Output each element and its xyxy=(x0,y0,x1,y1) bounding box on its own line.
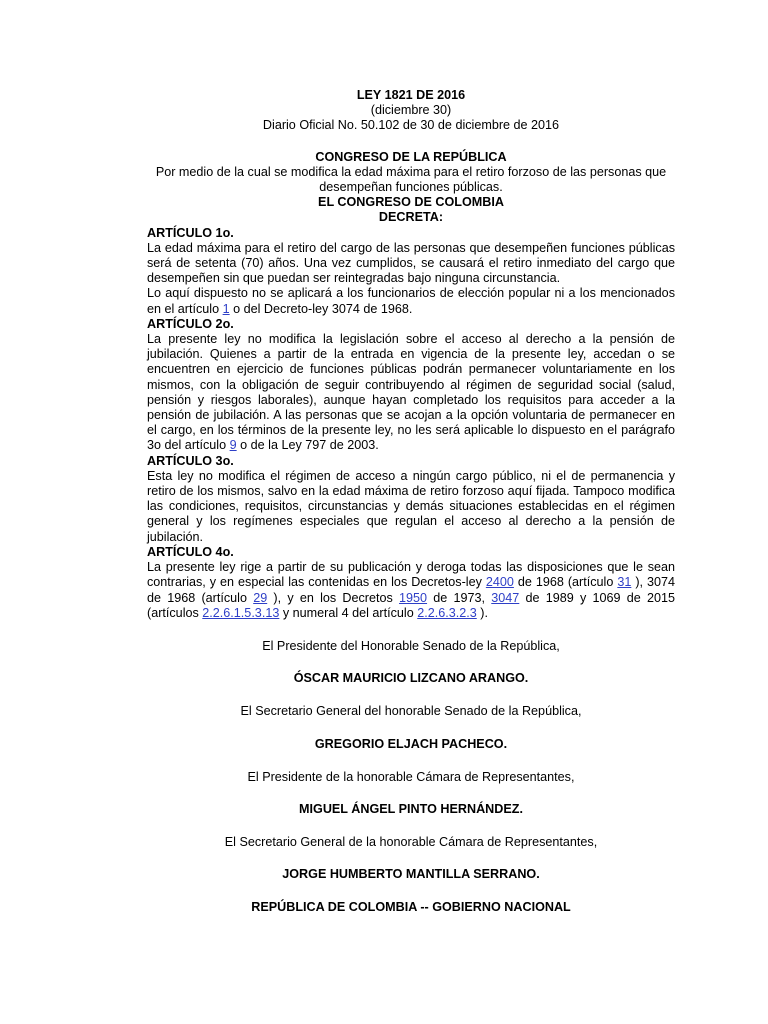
link-articulo-31[interactable]: 31 xyxy=(617,575,632,590)
article-2-text-a: La presente ley no modifica la legislación sobre el acceso al derecho a la pensión de jubilación. Quienes a partir de la entrada en vigencia de la presente ley, accedan o se encuentren en ejercicio de funciones públicas podrán permanecer voluntariamente en los mismos, con la obligación de seguir contribuyendo al régimen de seguridad social (salud, pensión y riesgos laborales), aunque hayan completado los requisitos para acceder a la pensión de jubilación. A las personas que se acojan a la opción voluntaria de permanecer en el cargo, en los términos de la presente ley, no les será aplicable lo dispuesto en el parágrafo 3o del artículo xyxy=(147,332,675,453)
article-4-text: ), y en los Decretos xyxy=(267,590,400,605)
link-articulo-9[interactable]: 9 xyxy=(229,438,237,453)
article-2-paragraph xyxy=(147,332,675,454)
link-decreto-1950[interactable]: 1950 xyxy=(399,590,428,605)
signatory-role: El Presidente del Honorable Senado de la República, xyxy=(262,638,560,653)
document-page xyxy=(147,88,675,915)
article-4-text: y numeral 4 del artículo xyxy=(279,605,418,620)
article-2-label: ARTÍCULO 2o. xyxy=(147,316,234,331)
article-4-text: La presente ley rige a partir de su publicación y deroga todas las disposiciones que le sean contrarias, y en especial las contenidas en los Decretos-ley xyxy=(147,560,675,590)
link-articulo-1[interactable]: 1 xyxy=(222,301,230,316)
signatory-name: ÓSCAR MAURICIO LIZCANO ARANGO. xyxy=(293,671,529,686)
article-1-text-a: Lo aquí dispuesto no se aplicará a los funcionarios de elección popular ni a los mencionados en el artículo xyxy=(147,286,675,316)
link-decreto-2400[interactable]: 2400 xyxy=(485,575,514,590)
article-4-text: de 1973, xyxy=(427,590,492,605)
article-1-text-b: o del Decreto-ley 3074 de 1968. xyxy=(229,301,413,316)
article-4-text: de 1989 y 1069 de 2015 (artículos xyxy=(147,590,675,620)
signatory-role: El Secretario General del honorable Senado de la República, xyxy=(240,704,582,719)
signatory-role: El Secretario General de la honorable Cámara de Representantes, xyxy=(224,835,598,850)
article-2-text-b: o de la Ley 797 de 2003. xyxy=(236,438,379,453)
law-title: LEY 1821 DE 2016 xyxy=(356,88,466,102)
article-4-paragraph xyxy=(147,560,675,621)
article-3-paragraph: Esta ley no modifica el régimen de acceso a ningún cargo público, ni el de permanencia y retiro de los mismos, salvo en la edad máxima de retiro forzoso aquí fijada. Tampoco modifica las condiciones, requisitos, circunstancias y demás situaciones establecidas en el régimen general y los regímenes especiales que regulan el acceso al derecho a la pensión de jubilación. xyxy=(147,468,675,544)
link-articulo-2-2-6-1-5-3-13[interactable]: 2.2.6.1.5.3.13 xyxy=(202,605,280,620)
article-1-paragraph-2 xyxy=(147,286,675,316)
article-1-label: ARTÍCULO 1o. xyxy=(147,225,234,240)
congress-heading: EL CONGRESO DE COLOMBIA xyxy=(318,195,504,210)
law-date: (diciembre 30) xyxy=(370,103,452,118)
article-4-text: ), 3074 de 1968 (artículo xyxy=(147,575,675,605)
article-3-label: ARTÍCULO 3o. xyxy=(147,453,234,468)
issuer-heading: CONGRESO DE LA REPÚBLICA xyxy=(315,149,507,164)
article-1-paragraph-1: La edad máxima para el retiro del cargo de las personas que desempeñen funciones públicas será de setenta (70) años. Una vez cumplidos, se causará el retiro inmediato del cargo que desempeñen sin que puedan ser reintegradas bajo ninguna circunstancia. xyxy=(147,240,675,286)
signatory-role: El Presidente de la honorable Cámara de Representantes, xyxy=(247,769,575,784)
government-heading: REPÚBLICA DE COLOMBIA -- GOBIERNO NACIONAL xyxy=(251,899,571,914)
article-4-label: ARTÍCULO 4o. xyxy=(147,544,234,559)
diario-oficial-line: Diario Oficial No. 50.102 de 30 de diciembre de 2016 xyxy=(262,118,560,133)
signature-block xyxy=(147,639,675,915)
decreta-heading: DECRETA: xyxy=(378,210,444,225)
signatory-name: JORGE HUMBERTO MANTILLA SERRANO. xyxy=(282,867,540,882)
signatory-name: GREGORIO ELJACH PACHECO. xyxy=(314,736,508,751)
signatory-name: MIGUEL ÁNGEL PINTO HERNÁNDEZ. xyxy=(299,801,523,816)
link-articulo-2-2-6-3-2-3[interactable]: 2.2.6.3.2.3 xyxy=(417,605,477,620)
article-4-text: de 1968 (artículo xyxy=(513,575,618,590)
link-articulo-29[interactable]: 29 xyxy=(253,590,268,605)
link-decreto-3047[interactable]: 3047 xyxy=(491,590,520,605)
article-4-text: ). xyxy=(476,605,488,620)
law-purpose: Por medio de la cual se modifica la edad máxima para el retiro forzoso de las personas que desempeñan funciones públicas. xyxy=(155,164,667,195)
